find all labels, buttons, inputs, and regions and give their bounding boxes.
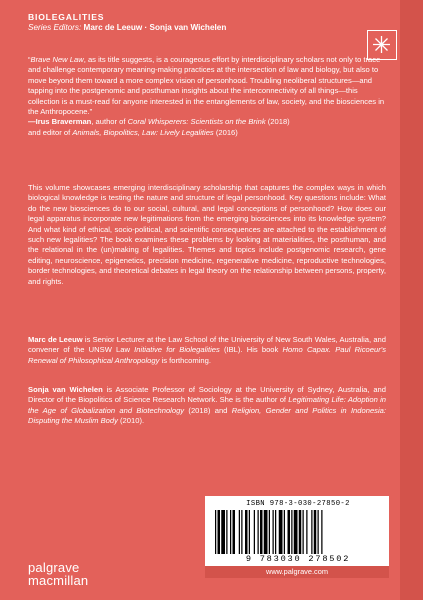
bio-name: Marc de Leeuw (28, 335, 83, 344)
website-link[interactable]: www.palgrave.com (205, 566, 389, 578)
isbn-barcode (205, 496, 389, 566)
bio-name: Sonja van Wichelen (28, 385, 103, 394)
quote-attribution-line2: and editor of Animals, Biopolitics, Law: Lively Legalities (2016) (28, 127, 238, 137)
isbn-label: ISBN 978-3-030-27850-2 (246, 500, 350, 508)
book-description: This volume showcases emerging interdisciplinary scholarship that captures the complex ways in which biological knowledge is testing the nature and structure of legal personhood. Key questions include: What do the new biosciences do to our social, cultural, and legal conceptions of personhood? How does our legal apparatus incorporate new legitimations from the emerging biosciences into its knowledge system? And what kind of ethical, socio-political, and scientific consequences are attached to the establishment of such new legalities? The book examines these problems by looking at materialities, the posthuman, and the relational in the (un)making of legalities. Themes and topics include postgenomic research, gene editing, neuroscience, epigenetics, precision medicine, regenerative medicine, reproductive technologies, border technologies, and theoretical debates in legal theory on the relationship between persons, property, and rights. (28, 183, 386, 286)
quote-book-title: Brave New Law (30, 55, 84, 64)
quote-body: , as its title suggests, is a courageous effort by interdisciplinary scholars not only to trace and challenge contemporary meaning-making practices at the intersection of law and biology, but also to move beyond them toward a more complex vision of personhood. Troubling neoliberal structures—and tapping into the postgenomic and posthuman insights about the interconnectivity of all things—this collection is a must-read for anyone interested in the entanglements of law, society, and the biosciences in the Anthropocene.” (28, 55, 385, 117)
editor-bio-marc: Marc de Leeuw is Senior Lecturer at the Law School of the University of New South Wales, Australia, and convener of the UNSW Law Initiative for Biolegalities (IBL). His book Homo Capax. Paul Ricoeur's Renewal of Philosophical Anthropology is forthcoming. (28, 335, 386, 365)
publisher-logo (28, 561, 88, 587)
quote-author-book2: Animals, Biopolitics, Law: Lively Legalities (72, 127, 214, 137)
barcode-bars (215, 510, 381, 554)
quote-author-book1: Coral Whisperers: Scientists on the Brink (127, 117, 266, 127)
series-name: BIOLEGALITIES (28, 12, 105, 22)
spine-strip (400, 0, 423, 600)
logo-line-1: palgrave (28, 560, 80, 575)
endorsement-quote (28, 55, 386, 138)
barcode-digits: 9 783030 278502 (245, 554, 351, 564)
editor-bio-sonja: Sonja van Wichelen is Associate Professor of Sociology at the University of Sydney, Australia, and Director of the Biopolitics of Science Research Network. She is the author of Legitimating Life: Adoption in the Age of Globalization and Biotechnology (2018) and Religion, Gender and Politics in Indonesia: Disputing the Muslim Body (2010). (28, 385, 386, 426)
series-editors-label: Series Editors: (28, 23, 82, 32)
quote-text: “Brave New Law, as its title suggests, is a courageous effort by interdisciplinary scholars not only to trace and challenge contemporary meaning-making practices at the intersection of law and biology, but also to move beyond them toward a more complex vision of personhood. Troubling neoliberal structures—and tapping into the postgenomic and posthuman insights about the interconnectivity of all things—this collection is a must-read for anyone interested in the entanglements of law, society, and the biosciences in the Anthropocene.” (28, 55, 385, 117)
quote-attribution: —Irus Braverman, author of Coral Whisperers: Scientists on the Brink (2018) (28, 117, 290, 127)
series-editors (28, 23, 226, 32)
logo-line-2: macmillan (28, 573, 89, 588)
quote-author: —Irus Braverman (28, 117, 92, 127)
series-editors-names: Marc de Leeuw · Sonja van Wichelen (83, 23, 227, 32)
